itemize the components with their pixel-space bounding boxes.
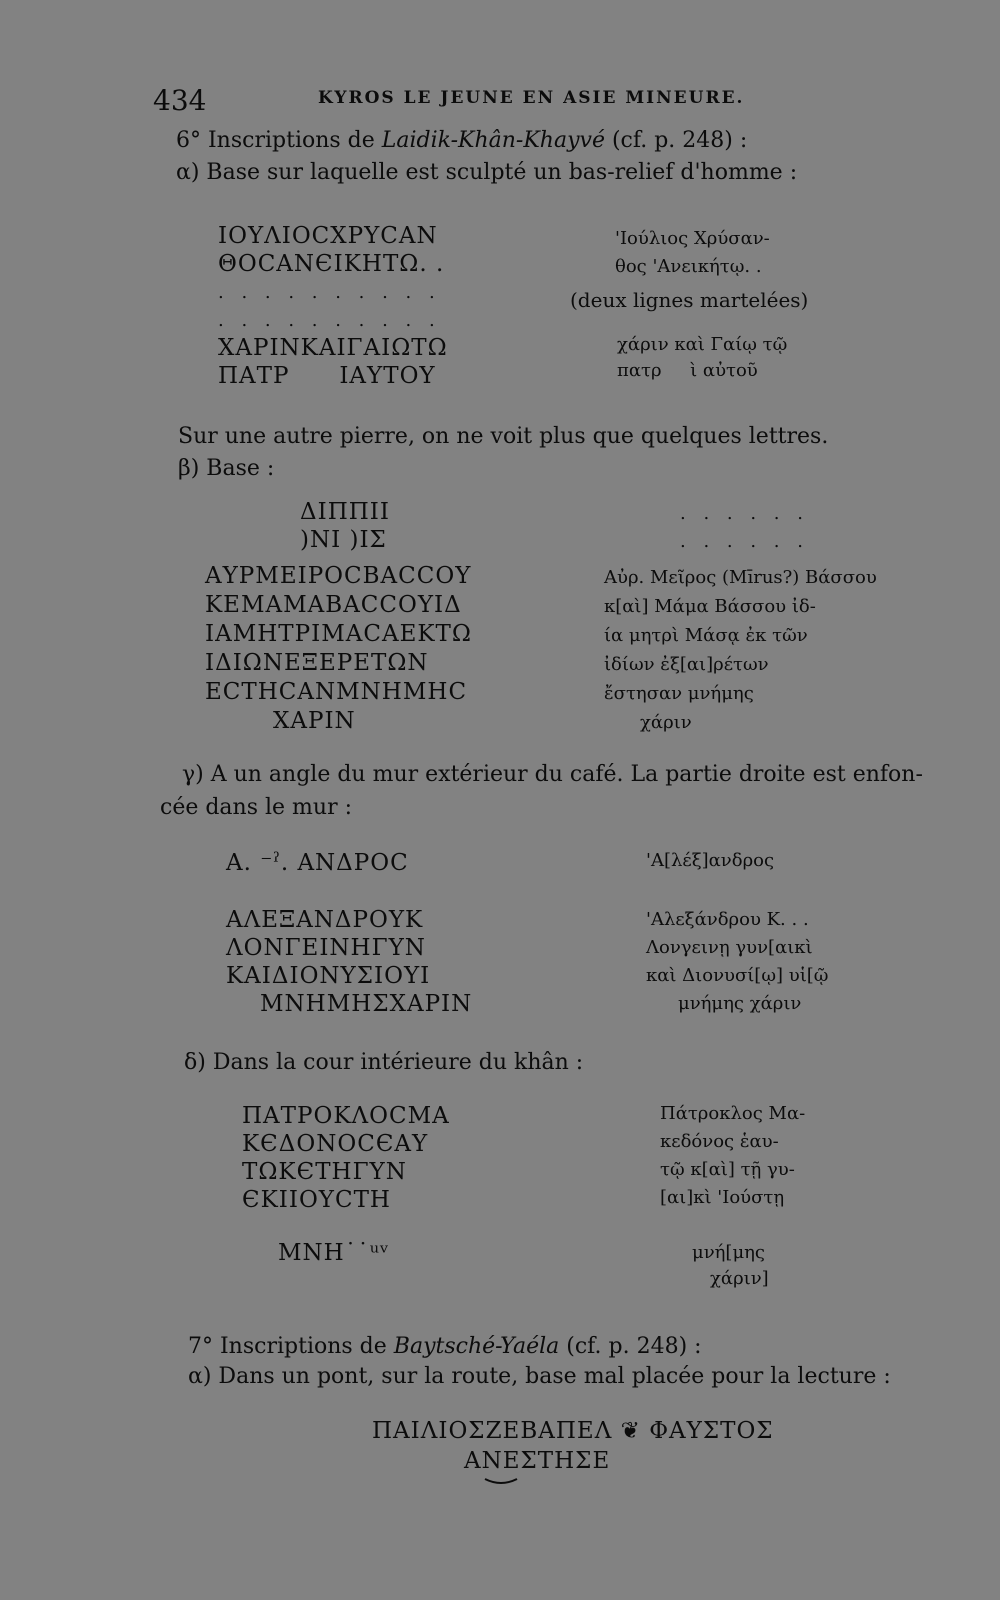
inscription-line: ΧΑΡΙΝ	[273, 708, 356, 734]
section-6-place: Laidik-Khân-Khayvé	[381, 128, 605, 153]
inscription-line: ΑΥΡΜΕΙΡΟCΒΑCCΟΥ	[205, 563, 472, 589]
transcription-line: μνήμης χάριν	[678, 993, 802, 1014]
inscription-line: . . . . . . . . . .	[218, 282, 441, 303]
section-7-heading-suffix: (cf. p. 248) :	[559, 1334, 702, 1359]
section-7-capitals-line1: ΠΑΙΛΙΟΣΖΕΒΑΠΕΛ ❦ ΦΑΥΣΤΟΣ	[372, 1418, 774, 1444]
section-7-place: Baytsché-Yaéla	[393, 1334, 560, 1359]
beta-capitals	[205, 562, 472, 736]
martelees-note: (deux lignes martelées)	[570, 288, 809, 312]
gamma-capitals-first: Α. ⁻ˀ. ΑΝΔΡΟC	[226, 850, 409, 876]
inscription-line: ΙΑΜΗΤΡΙΜΑCΑΕΚΤΩ	[205, 621, 472, 647]
section-7-alpha: α) Dans un pont, sur la route, base mal placée pour la lecture :	[188, 1364, 891, 1389]
transcription-line: ἰδίων ἐξ[αι]ρέτων	[604, 654, 769, 675]
inscription-line: ΠΑΤΡ ΙΑΥΤΟΥ	[218, 363, 436, 389]
transcription-line: πατρ ὶ αὐτοῦ	[617, 360, 758, 381]
inscription-line: ΜΝΗΜΗΣΧΑΡΙΝ	[260, 991, 473, 1017]
transcription-line: κεδόνος ἑαυ-	[660, 1131, 779, 1152]
section-7-capitals-line2: ΑΝΕΣΤΗΣΕ	[464, 1448, 611, 1474]
transcription-line: καὶ Διονυσί[ῳ] υἱ[ῷ	[646, 965, 829, 986]
inscription-line: ΘΟCΑΝЄΙΚΗΤΩ. .	[218, 251, 445, 277]
inscription-line: ΑΛΕΞΑΝΔΡΟΥΚ	[226, 907, 424, 933]
transcription-line: [αι]κὶ 'Ιούστῃ	[660, 1187, 785, 1208]
section-7-heading-prefix: 7° Inscriptions de	[188, 1334, 394, 1359]
delta-transcription-last	[692, 1240, 769, 1292]
alpha-transcription-2	[617, 332, 787, 384]
section-7-heading	[188, 1334, 702, 1359]
transcription-line: ἔστησαν μνήμης	[604, 683, 754, 704]
section-6-heading-prefix: 6° Inscriptions de	[176, 128, 382, 153]
section-6-alpha: α) Base sur laquelle est sculpté un bas-relief d'homme :	[176, 160, 798, 185]
transcription-line: χάριν	[640, 712, 692, 733]
alpha-transcription	[615, 225, 770, 281]
inscription-line: ΤΩΚЄΤΗΓΥΝ	[242, 1159, 407, 1185]
other-stone-text: Sur une autre pierre, on ne voit plus que quelques lettres.	[178, 424, 829, 449]
transcription-line: 'Ιούλιος Χρύσαν-	[615, 228, 770, 249]
beta-transcription-dots	[680, 500, 809, 556]
section-6-gamma: γ) A un angle du mur extérieur du café. La partie droite est enfon-	[182, 762, 923, 787]
transcription-line: μνή[μης	[692, 1242, 766, 1263]
section-6-delta: δ) Dans la cour intérieure du khân :	[184, 1050, 584, 1075]
transcription-line: χάριν καὶ Γαίῳ τῷ	[617, 334, 788, 355]
transcription-line: ία μητρὶ Μάσᾳ ἐκ τῶν	[604, 625, 808, 646]
transcription-line: κ[αὶ] Μάμα Βάσσου ἰδ-	[604, 596, 816, 617]
transcription-line: θος 'Ανεικήτῳ. .	[615, 256, 762, 277]
alpha-capitals	[218, 222, 448, 390]
inscription-line: ΧΑΡΙΝΚΑΙΓΑΙΩΤΩ	[218, 335, 448, 361]
beta-transcription	[604, 563, 877, 737]
inscription-line: . . . . . . . . . .	[218, 310, 441, 331]
inscription-line: ЄΚΙΙΟΥCΤΗ	[242, 1187, 391, 1213]
inscription-line: )ΝΙ )ΙΣ	[300, 527, 387, 553]
section-6-heading	[176, 128, 747, 153]
inscription-line: ΔΙΠΠΙΙ	[300, 499, 390, 525]
inscription-line: ΚЄΔΟΝΟCЄΑΥ	[242, 1131, 429, 1157]
inscription-line: ΕCΤΗCΑΝΜΝΗΜΗC	[205, 679, 468, 705]
transcription-line: χάριν]	[710, 1268, 769, 1289]
transcription-line: Αὐρ. Μεῖρος (Mīrus?) Βάσσου	[604, 567, 877, 588]
transcription-line: . . . . . .	[680, 531, 809, 552]
gamma-transcription	[646, 906, 828, 1018]
beta-capitals-top	[300, 498, 390, 554]
section-6-beta: β) Base :	[178, 456, 275, 481]
page-number: 434	[153, 84, 207, 117]
inscription-line: ΚΕΜΑΜΑΒΑCCΟΥΙΔ	[205, 592, 462, 618]
transcription-line: Πάτροκλος Μα-	[660, 1103, 806, 1124]
delta-transcription	[660, 1100, 805, 1212]
delta-capitals	[242, 1102, 450, 1214]
ligature-mark	[484, 1478, 518, 1486]
inscription-line: ΠΑΤΡΟΚΛΟCΜΑ	[242, 1103, 450, 1129]
gamma-capitals	[226, 906, 472, 1018]
inscription-line: ΛΟΝΓΕΙΝΗΓΥΝ	[226, 935, 426, 961]
gamma-transcription-first: 'Α[λέξ]ανδρος	[646, 850, 775, 871]
section-6-gamma-cont: cée dans le mur :	[160, 795, 353, 820]
transcription-line: 'Αλεξάνδρου Κ. . .	[646, 909, 809, 930]
inscription-line: ΙΟΥΛΙΟCΧΡΥCΑΝ	[218, 223, 438, 249]
transcription-line: . . . . . .	[680, 503, 809, 524]
inscription-line: ΚΑΙΔΙΟΝΥΣΙΟΥΙ	[226, 963, 431, 989]
transcription-line: τῷ κ[αὶ] τῇ γυ-	[660, 1159, 795, 1180]
delta-capitals-last: ΜΝΗ˙˙ᵘᵛ	[278, 1240, 390, 1266]
inscription-line: ΙΔΙΩΝΕΞΕΡΕΤΩΝ	[205, 650, 429, 676]
running-title: KYROS LE JEUNE EN ASIE MINEURE.	[318, 88, 745, 108]
transcription-line: Λονγεινῃ γυν[αικὶ	[646, 937, 813, 958]
section-6-heading-suffix: (cf. p. 248) :	[604, 128, 748, 153]
